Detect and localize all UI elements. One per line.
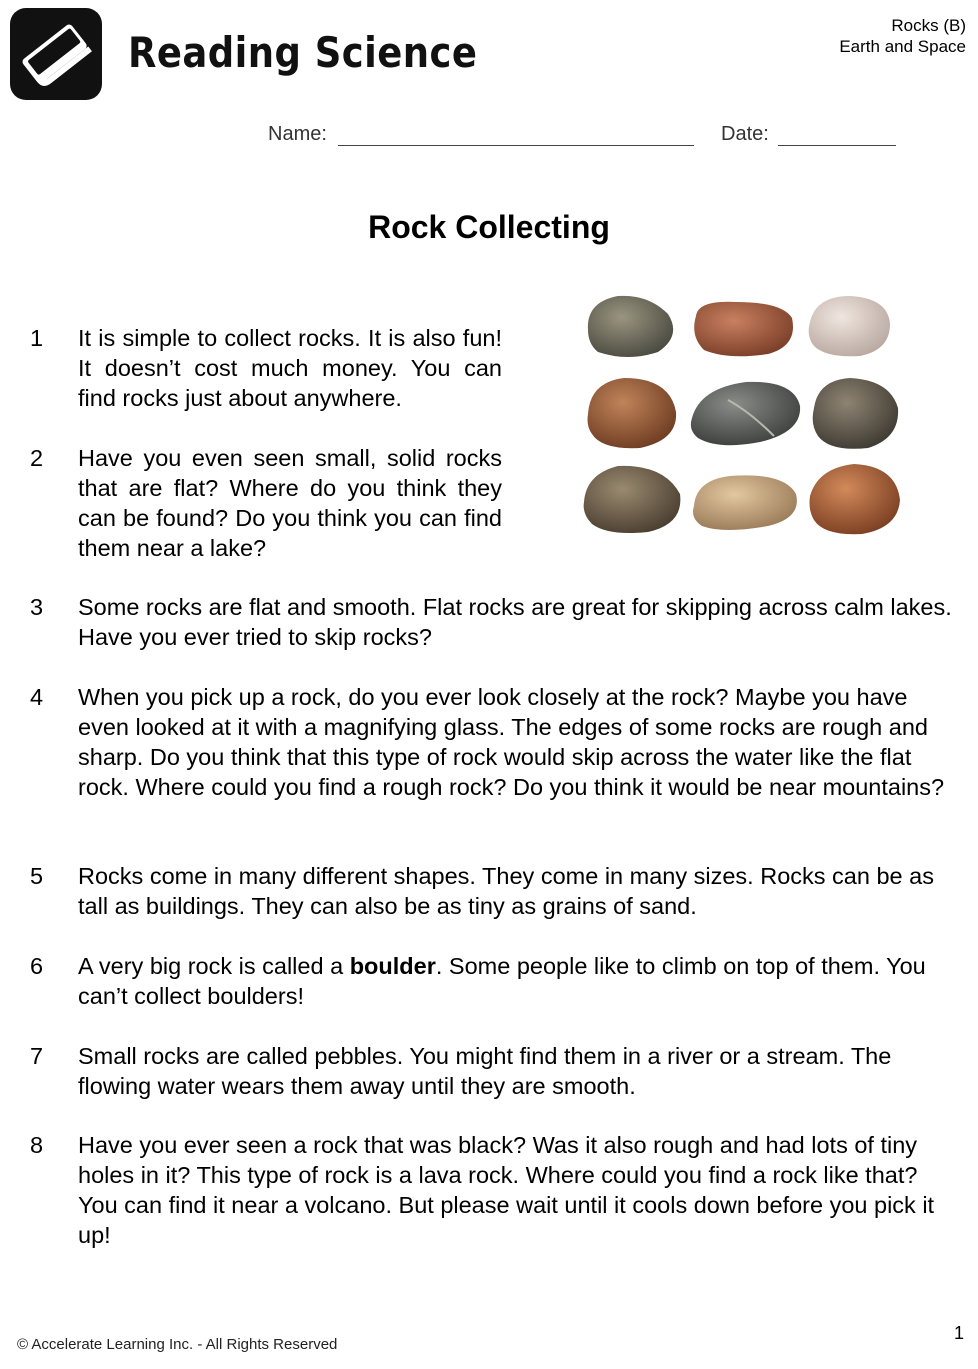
- topic-label: Rocks (B): [891, 16, 966, 35]
- paragraph-text: Small rocks are called pebbles. You might find them in a river or a stream. The flowing water wears them away until they are smooth.: [78, 1043, 892, 1099]
- paragraph-text: Have you even seen small, solid rocks that are flat? Where do you think they can be found? Do you think you can find them near a lake?: [78, 445, 502, 561]
- page-number: 1: [953, 1323, 964, 1343]
- paragraph-number: 2: [30, 445, 44, 471]
- paragraph-text-before: A very big rock is called a: [78, 953, 350, 979]
- paragraph-text: Have you ever seen a rock that was black? Was it also rough and had lots of tiny holes in it? This type of rock is a lava rock. Where could you find a rock like that? You can find it near a volcano. But please wait until it cools down before you pick it up!: [78, 1132, 935, 1248]
- paragraph-text-after: . Some people like to climb on top of them. You can’t collect boulders!: [78, 953, 926, 1009]
- rocks-image: [578, 288, 908, 544]
- paragraph-number: 1: [30, 325, 44, 351]
- paragraph-text: Some rocks are flat and smooth. Flat rocks are great for skipping across calm lakes. Have you ever tried to skip rocks?: [78, 594, 952, 650]
- header-meta: [839, 15, 966, 57]
- date-field[interactable]: [778, 145, 896, 146]
- date-label: Date:: [721, 123, 769, 145]
- paragraph-number: 5: [30, 863, 44, 889]
- brand-title: Reading Science: [128, 28, 478, 77]
- paragraph-text: It is simple to collect rocks. It is also fun! It doesn’t cost much money. You can find rocks just about anywhere.: [78, 325, 502, 411]
- paragraph-number: 7: [30, 1043, 44, 1069]
- copyright-footer: © Accelerate Learning Inc. - All Rights Reserved: [17, 1336, 338, 1353]
- subject-label: Earth and Space: [839, 37, 966, 56]
- paragraph-number: 3: [30, 594, 44, 620]
- boulder-term: boulder: [349, 953, 436, 979]
- name-field[interactable]: [338, 145, 694, 146]
- page-title: Rock Collecting: [368, 209, 610, 245]
- paragraph-text: Rocks come in many different shapes. They come in many sizes. Rocks can be as tall as buildings. They can also be as tiny as grains of sand.: [78, 863, 934, 919]
- paragraph-number: 8: [30, 1132, 44, 1158]
- name-label: Name:: [268, 123, 327, 145]
- paragraph-text: When you pick up a rock, do you ever look closely at the rock? Maybe you have even looked at it with a magnifying glass. The edges of some rocks are rough and sharp. Do you think that this type of rock would skip across the water like the flat rock. Where could you find a rough rock? Do you think it would be near mountains?: [78, 684, 945, 800]
- paragraph-number: 4: [30, 684, 44, 710]
- book-icon: [10, 8, 102, 100]
- paragraph-text: [78, 951, 968, 1011]
- paragraph-number: 6: [30, 953, 44, 979]
